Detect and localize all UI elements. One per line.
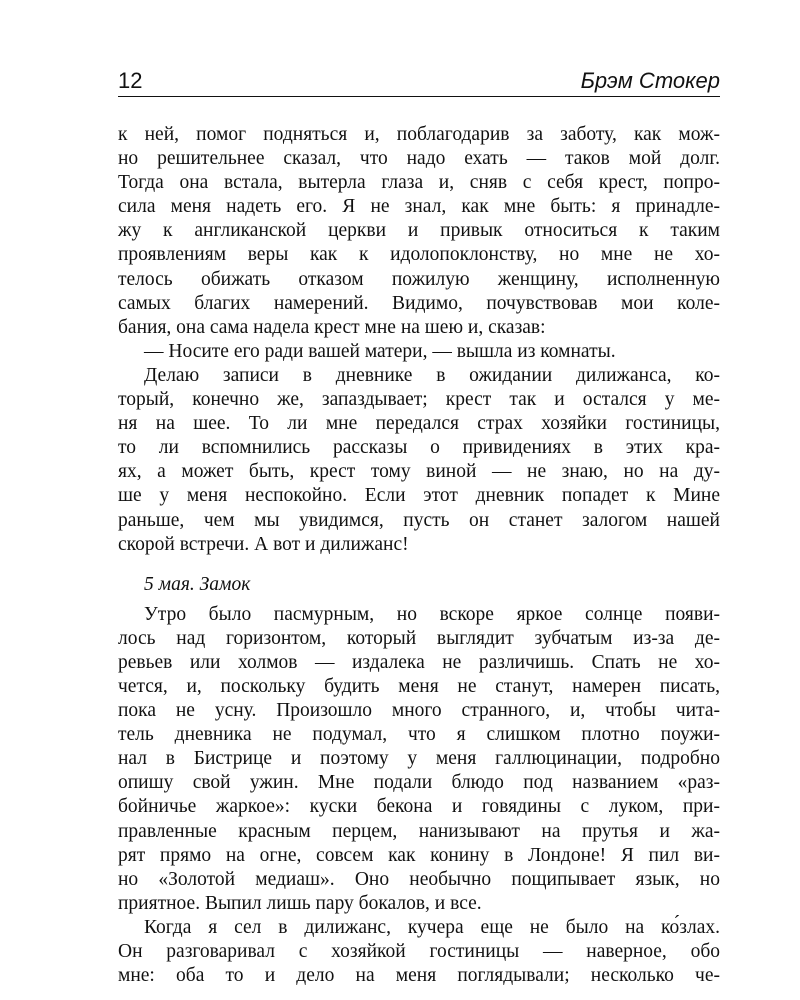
text-line: — Носите его ради вашей матери, — вышла из комнаты.	[144, 340, 616, 362]
text-line: но «Золотой медиаш». Оно необычно пощипывает язык, но	[118, 868, 720, 890]
text-line: чется, и, поскольку будить меня не станут, намерен писать,	[118, 675, 720, 697]
text-line: нал в Бистрице и поэтому у меня галлюцинации, подробно	[118, 748, 720, 770]
text-line: проявлениям веры как к идолопоклонству, но мне не хо-	[118, 244, 720, 266]
text-line: бания, она сама надела крест мне на шею и, сказав:	[118, 316, 546, 338]
text-line: Он разговаривал с хозяйкой гостиницы — наверное, обо	[118, 941, 720, 962]
text-line: тель дневника не подумал, что я слишком плотно поужи-	[118, 724, 720, 746]
text-line: Утро было пасмурным, но вскоре яркое солнце появи-	[144, 603, 720, 625]
text-line: самых благих намерений. Видимо, почувствовав мои коле-	[118, 292, 720, 314]
text-line: приятное. Выпил лишь пару бокалов, и все.	[118, 892, 482, 914]
text-line: Делаю записи в дневнике в ожидании дилижанса, ко-	[144, 364, 720, 386]
text-line: пока не усну. Произошло много странного, и, чтобы чита-	[118, 700, 720, 722]
body-text	[118, 123, 720, 988]
text-line: то ли вспомнились рассказы о привидениях в этих кра-	[118, 437, 720, 459]
text-line: ше у меня неспокойно. Если этот дневник попадет к Мине	[118, 485, 720, 507]
text-line: жу к англиканской церкви и привык относиться к таким	[118, 220, 720, 242]
paragraph	[118, 364, 720, 557]
text-line: лось над горизонтом, который выглядит зубчатым из-за де-	[118, 627, 720, 649]
text-line: Тогда она встала, вытерла глаза и, сняв с себя крест, попро-	[118, 172, 720, 194]
text-line: правленные красным перцем, нанизывают на прутья и жа-	[118, 820, 720, 842]
page-number: 12	[118, 68, 143, 93]
text-line: мне: оба то и дело на меня поглядывали; несколько че-	[118, 965, 720, 987]
paragraph	[118, 340, 720, 364]
text-line: к ней, помог подняться и, поблагодарив за заботу, как мож-	[118, 124, 720, 145]
paragraph	[118, 123, 720, 340]
text-line: рят прямо на огне, совсем как конину в Лондоне! Я пил ви-	[118, 844, 720, 866]
book-page	[118, 66, 720, 988]
section-heading: 5 мая. Замок	[144, 573, 251, 595]
text-line: Когда я сел в дилижанс, кучера еще не было на ко́злах.	[144, 916, 720, 938]
text-line: торый, конечно же, запаздывает; крест так и остался у ме-	[118, 389, 720, 411]
text-line: опишу свой ужин. Мне подали блюдо под названием «раз-	[118, 772, 720, 794]
text-line: ня на шее. То ли мне передался страх хозяйки гостиницы,	[118, 413, 720, 435]
text-line: сила меня надеть его. Я не знал, как мне быть: я принадле-	[118, 196, 720, 218]
text-line: бойничье жаркое»: куски бекона и говядины с луком, при-	[118, 796, 720, 818]
text-line: но решительнее сказал, что надо ехать — таков мой долг.	[118, 148, 720, 170]
text-line: раньше, чем мы увидимся, пусть он станет залогом нашей	[118, 509, 720, 531]
text-line: скорой встречи. А вот и дилижанс!	[118, 533, 409, 555]
running-header	[118, 66, 720, 97]
paragraph	[118, 603, 720, 916]
running-title: Брэм Стокер	[580, 68, 720, 93]
paragraph	[118, 916, 720, 988]
text-line: ревьев или холмов — издалека не различишь. Спать не хо-	[118, 651, 720, 673]
text-line: телось обижать отказом пожилую женщину, исполненную	[118, 268, 720, 290]
text-line: ях, а может быть, крест тому виной — не знаю, но на ду-	[118, 461, 720, 483]
